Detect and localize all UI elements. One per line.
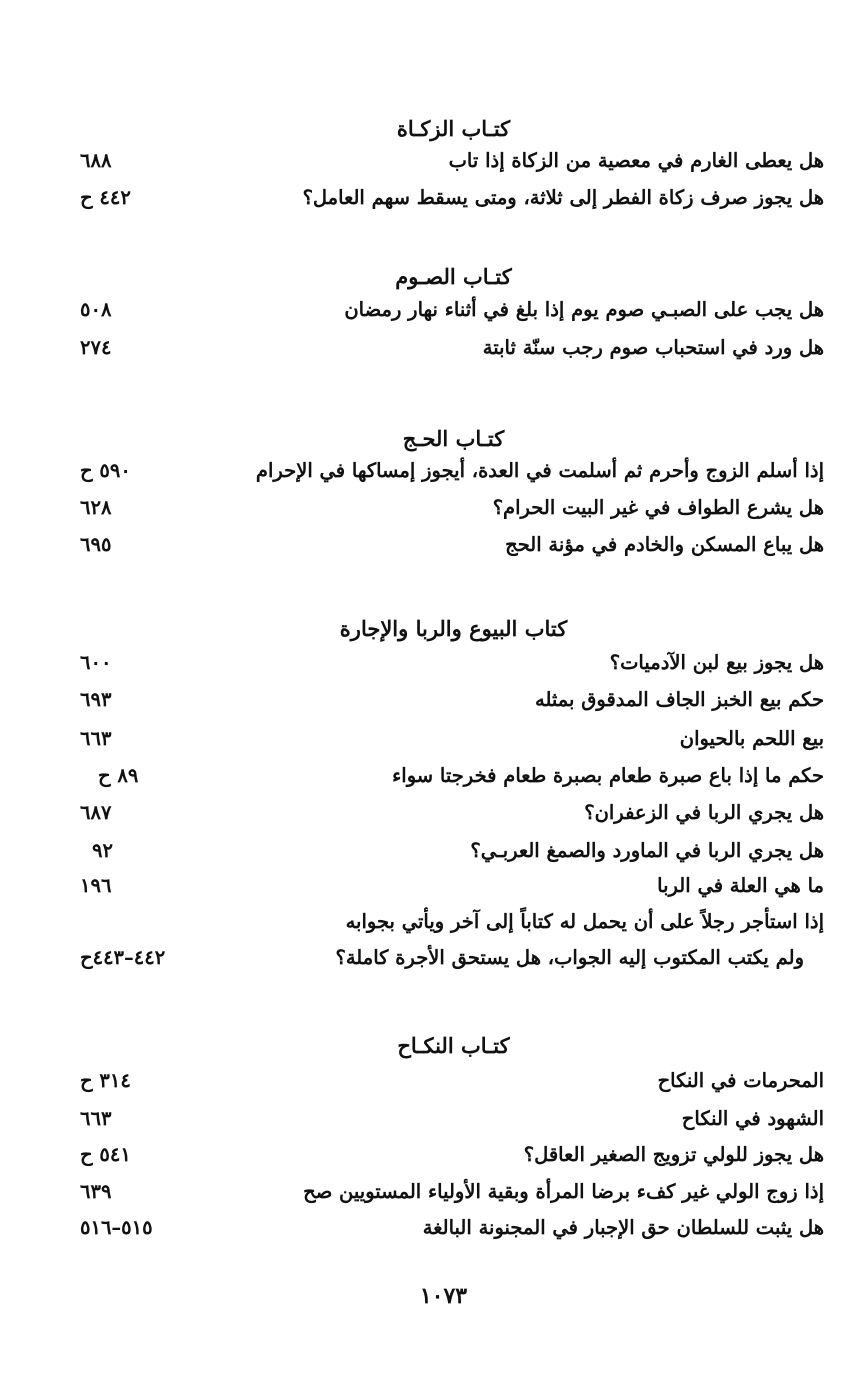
entry-question: بيع اللحم بالحيوان <box>679 727 824 750</box>
index-entry <box>80 687 824 713</box>
index-entry <box>80 1142 824 1168</box>
entry-question: هل يعطى الغارم في معصية من الزكاة إذا تاب <box>448 149 824 172</box>
index-entry <box>80 1068 824 1094</box>
entry-question: إذا أسلم الزوج وأحرم ثم أسلمت في العدة، أيجوز إمساكها في الإحرام <box>255 459 824 482</box>
entry-question: هل يجري الربا في الزعفران؟ <box>584 801 824 824</box>
index-entry <box>80 800 824 826</box>
entry-question: إذا استأجر رجلاً على أن يحمل له كتاباً إلى آخر ويأتي بجوابه <box>345 910 824 933</box>
index-entry <box>80 335 824 361</box>
entry-page-ref: ٦٩٣ <box>80 688 112 711</box>
entry-question: هل يجب على الصبـي صوم يوم إذا بلغ في أثناء نهار رمضان <box>344 298 824 321</box>
index-entry <box>80 945 824 971</box>
section-title-marriage: كتـاب النكـاح <box>397 1033 510 1058</box>
index-entry <box>80 873 824 899</box>
entry-question: هل يجوز للولي تزويج الصغير العاقل؟ <box>523 1143 824 1166</box>
entry-page-ref: ٩٢ <box>92 839 113 862</box>
entry-page-ref: ٥٤١ ح <box>80 1143 131 1166</box>
entry-question: هل يجوز صرف زكاة الفطر إلى ثلاثة، ومتى يسقط سهم العامل؟ <box>302 186 824 209</box>
entry-page-ref: ٥٠٨ <box>80 298 112 321</box>
entry-question: هل يجوز بيع لبن الآدميات؟ <box>609 651 824 674</box>
entry-page-ref: ٦٩٥ <box>80 533 112 556</box>
entry-question: ما هي العلة في الربا <box>657 874 824 897</box>
entry-page-ref: ٦٠٠ <box>80 651 112 674</box>
index-entry <box>80 763 824 789</box>
entry-page-ref: ٥٩٠ ح <box>80 459 131 482</box>
entry-page-ref: ٢٧٤ <box>80 336 112 359</box>
page-number: ١٠٧٣ <box>419 1283 468 1309</box>
entry-question: هل يشرع الطواف في غير البيت الحرام؟ <box>492 496 824 519</box>
index-entry <box>80 458 824 484</box>
entry-question: هل يباع المسكن والخادم في مؤنة الحج <box>505 533 824 556</box>
entry-page-ref: ١٩٦ <box>80 874 112 897</box>
index-entry <box>80 1215 824 1241</box>
entry-question: ولم يكتب المكتوب إليه الجواب، هل يستحق الأجرة كاملة؟ <box>335 946 804 969</box>
index-entry <box>80 297 824 323</box>
entry-page-ref: ٦٨٨ <box>80 149 112 172</box>
section-title-sales: كتاب البيوع والربا والإجارة <box>339 616 568 641</box>
entry-question: هل يجري الربا في الماورد والصمغ العربـي؟ <box>470 839 824 862</box>
section-title-zakat: كتـاب الزكـاة <box>396 116 511 141</box>
entry-page-ref: ٥١٥–٥١٦ <box>80 1216 153 1239</box>
entry-page-ref: ٦٦٣ <box>80 1107 112 1130</box>
entry-question: إذا زوج الولي غير كفء برضا المرأة وبقية الأولياء المستويين صح <box>303 1180 824 1203</box>
entry-page-ref: ٦٨٧ <box>80 801 112 824</box>
index-entry <box>80 909 824 935</box>
entry-page-ref: ٣١٤ ح <box>80 1069 131 1092</box>
index-entry <box>80 1106 824 1132</box>
index-entry <box>80 650 824 676</box>
entry-page-ref: ٦٣٩ <box>80 1180 112 1203</box>
entry-question: المحرمات في النكاح <box>657 1069 824 1092</box>
entry-page-ref: ٨٩ ح <box>98 764 139 787</box>
index-entry <box>80 838 824 864</box>
section-title-fasting: كتـاب الصـوم <box>395 264 512 289</box>
index-entry <box>80 532 824 558</box>
entry-question: حكم بيع الخبز الجاف المدقوق بمثله <box>534 688 824 711</box>
entry-question: هل ورد في استحباب صوم رجب سنّة ثابتة <box>482 336 824 359</box>
entry-page-ref: ٦٦٣ <box>80 727 112 750</box>
index-entry <box>80 1179 824 1205</box>
section-title-hajj: كتـاب الحـج <box>402 426 505 451</box>
index-entry <box>80 185 824 211</box>
index-entry <box>80 148 824 174</box>
entry-page-ref: ٤٤٢ ح <box>80 186 131 209</box>
entry-page-ref: ٤٤٢–٤٤٣ح <box>80 946 166 969</box>
index-entry <box>80 495 824 521</box>
entry-page-ref: ٦٢٨ <box>80 496 112 519</box>
entry-question: حكم ما إذا باع صبرة طعام بصبرة طعام فخرجتا سواء <box>392 764 824 787</box>
entry-question: الشهود في النكاح <box>681 1107 824 1130</box>
index-entry <box>80 726 824 752</box>
entry-question: هل يثبت للسلطان حق الإجبار في المجنونة البالغة <box>422 1216 824 1239</box>
